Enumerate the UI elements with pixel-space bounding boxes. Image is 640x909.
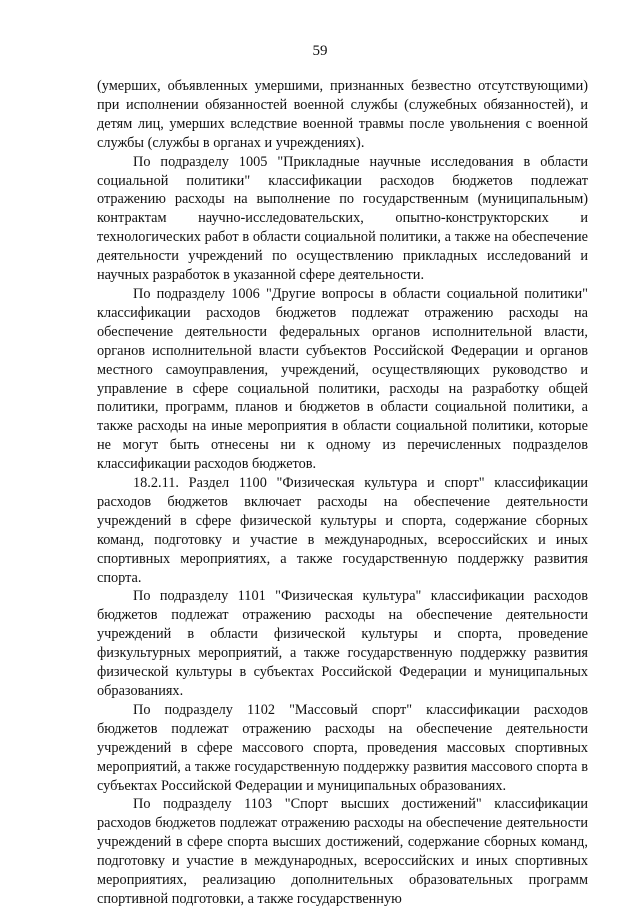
- page-number: 59: [312, 43, 328, 59]
- paragraph: По подразделу 1103 "Спорт высших достижений" классификации расходов бюджетов подлежат отражению расходы на обеспечение деятельности учреждений в сфере спорта высших достижений, содержание сборных команд, подготовку и участие в международных, всероссийских и иных спортивных мероприятиях, реализацию дополнительных образовательных программ спортивной подготовки, а также государственную: [97, 796, 588, 907]
- paragraph: По подразделу 1005 "Прикладные научные исследования в области социальной политики" классификации расходов бюджетов подлежат отражению расходы на выполнение по государственным (муниципальным) контрактам научно-исследовательских, опытно-конструкторских и технологических работ в области социальной политики, а также на обеспечение деятельности учреждений по осуществлению прикладных исследований и научных разработок в указанной сфере деятельности.: [97, 153, 588, 284]
- paragraph: 18.2.11. Раздел 1100 "Физическая культура и спорт" классификации расходов бюджетов включает расходы на обеспечение деятельности учреждений в сфере физической культуры и спорта, содержание сборных команд, подготовку и участие в международных, всероссийских и иных спортивных мероприятиях, а также государственную поддержку развития спорта.: [97, 475, 588, 586]
- paragraph: По подразделу 1101 "Физическая культура" классификации расходов бюджетов подлежат отражению расходы на обеспечение деятельности учреждений в области физической культуры и спорта, проведение физкультурных мероприятий, а также государственную поддержку развития физической культуры в субъектах Российской Федерации и муниципальных образованиях.: [97, 588, 588, 699]
- document-body: [97, 77, 588, 909]
- paragraph: По подразделу 1102 "Массовый спорт" классификации расходов бюджетов подлежат отражению расходы на обеспечение деятельности учреждений в сфере массового спорта, проведения массовых спортивных мероприятий, а также государственную поддержку развития массового спорта в субъектах Российской Федерации и муниципальных образованиях.: [97, 701, 588, 794]
- paragraph: По подразделу 1006 "Другие вопросы в области социальной политики" классификации расходов бюджетов подлежат отражению расходы на обеспечение деятельности федеральных органов исполнительной власти, органов исполнительной власти субъектов Российской Федерации и органов местного самоуправления, учреждений, осуществляющих руководство и управление в сфере социальной политики, расходы на разработку общей политики, программ, планов и бюджетов в области социальной политики, а также расходы на иные мероприятия в области социальной политики, которые не могут быть отнесены ни к одному из перечисленных подразделов классификации расходов бюджетов.: [97, 285, 588, 473]
- paragraph: (умерших, объявленных умершими, признанных безвестно отсутствующими) при исполнении обязанностей военной службы (служебных обязанностей), и детям лиц, умерших вследствие военной травмы после увольнения с военной службы (службы в органах и учреждениях).: [97, 78, 588, 151]
